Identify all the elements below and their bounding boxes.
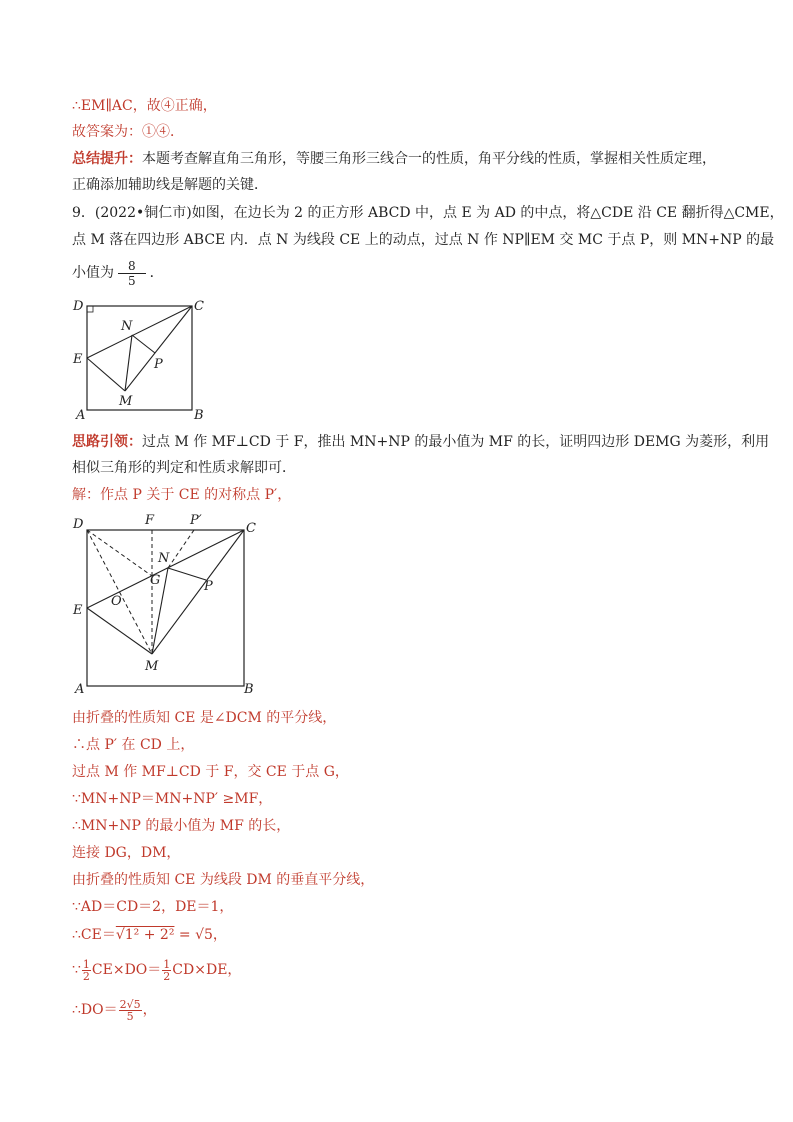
q9-answer-numerator: 8 — [128, 258, 136, 273]
sol-step-9 — [72, 925, 227, 945]
fig2-label-P: P — [204, 579, 213, 594]
area-because: ∵ — [72, 962, 81, 978]
sol-step-10 — [72, 955, 241, 985]
half-1-den: 2 — [82, 969, 90, 983]
line-em-parallel-ac: ∴EM∥AC，故④正确， — [72, 98, 217, 114]
line-answer: 故答案为：①④． — [72, 124, 184, 140]
do-end: ， — [142, 1002, 157, 1018]
fig1-label-A: A — [76, 408, 86, 423]
q9-end: ． — [149, 265, 164, 281]
q9-line-3 — [72, 258, 164, 288]
fig2-label-D: D — [73, 517, 84, 532]
fig1-label-E: E — [73, 352, 83, 367]
summary-line-1 — [72, 149, 716, 169]
sol-step-4: ∵MN+NP＝MN+NP′ ≥MF， — [72, 791, 273, 807]
fig2-np-prime-dashed — [168, 530, 194, 568]
fig2-dm-dashed — [87, 530, 152, 654]
fig2-label-P-prime: P′ — [190, 513, 202, 528]
idea-label: 思路引领： — [72, 434, 142, 450]
q9-answer-denominator: 5 — [118, 273, 146, 288]
half-fraction-1 — [82, 959, 91, 982]
fig2-label-E: E — [73, 603, 83, 618]
fig2-label-C: C — [246, 521, 256, 536]
do-num: 2√5 — [119, 997, 141, 1011]
half-fraction-2 — [162, 959, 171, 982]
half-2-den: 2 — [163, 969, 171, 983]
sol-step-8: ∵AD＝CD＝2，DE＝1， — [72, 899, 234, 915]
fig2-label-A: A — [75, 682, 85, 697]
fig2-label-O: O — [111, 594, 122, 609]
sol-step-1: 由折叠的性质知 CE 是∠DCM 的平分线， — [72, 710, 337, 726]
fig1-label-P: P — [154, 357, 163, 372]
q9-min-label: 小值为 — [72, 265, 114, 281]
area-left: CE×DO＝ — [91, 962, 162, 978]
q9-line-1: 9．(2022•铜仁市)如图，在边长为 2 的正方形 ABCD 中，点 E 为 AD 的中点，将△CDE 沿 CE 翻折得△CME， — [72, 205, 784, 221]
q9-line-2: 点 M 落在四边形 ABCE 内．点 N 为线段 CE 上的动点，过点 N 作 NP∥EM 交 MC 于点 P，则 MN+NP 的最 — [72, 232, 775, 248]
fig2-label-F: F — [145, 513, 155, 528]
fig1-label-M: M — [119, 394, 133, 409]
ce-eq-label: ∴CE＝ — [72, 927, 116, 943]
fig1-ce — [87, 306, 192, 358]
do-eq-label: ∴DO＝ — [72, 1002, 118, 1018]
fig1-label-N: N — [121, 319, 133, 334]
sol-step-2: ∴点 P′ 在 CD 上， — [72, 737, 195, 753]
summary-text-1: 本题考查解直角三角形，等腰三角形三线合一的性质，角平分线的性质，掌握相关性质定理， — [142, 151, 716, 167]
fig1-square — [87, 306, 192, 410]
sol-step-6: 连接 DG，DM， — [72, 845, 181, 861]
sol-step-11 — [72, 995, 157, 1025]
do-fraction — [119, 999, 142, 1022]
half-1-num: 1 — [82, 957, 90, 971]
do-den: 5 — [126, 1009, 134, 1023]
fig2-np — [168, 568, 206, 580]
fig2-label-B: B — [244, 682, 254, 697]
fig1-mc — [125, 306, 192, 391]
fig2-dg-dashed — [87, 530, 152, 576]
fig1-em — [87, 358, 125, 391]
solution-intro: 解：作点 P 关于 CE 的对称点 P′， — [72, 487, 292, 503]
idea-text-1: 过点 M 作 MF⊥CD 于 F，推出 MN+NP 的最小值为 MF 的长，证明四边形 DEMG 为菱形，利用 — [142, 434, 770, 450]
fig1-right-angle — [87, 306, 93, 312]
q9-answer-fraction — [118, 259, 146, 288]
sol-step-7: 由折叠的性质知 CE 为线段 DM 的垂直平分线， — [72, 872, 375, 888]
sol-step-5: ∴MN+NP 的最小值为 MF 的长， — [72, 818, 291, 834]
fig1-np — [132, 335, 155, 353]
fig1-label-C: C — [194, 299, 204, 314]
ce-sqrt-expr: √1² + 2² — [115, 927, 175, 943]
area-right: CD×DE， — [172, 962, 242, 978]
fig2-label-G: G — [150, 573, 161, 588]
half-2-num: 1 — [163, 957, 171, 971]
fig2-mc — [152, 530, 244, 654]
summary-label: 总结提升： — [72, 151, 142, 167]
idea-line-2: 相似三角形的判定和性质求解即可． — [72, 460, 296, 476]
ce-result: = √5， — [174, 927, 227, 943]
fig2-label-M: M — [145, 659, 159, 674]
figure-1 — [70, 295, 210, 425]
summary-line-2: 正确添加辅助线是解题的关键． — [72, 177, 268, 193]
figure-2 — [70, 510, 270, 700]
fig2-label-N: N — [158, 551, 170, 566]
fig1-label-B: B — [194, 408, 204, 423]
fig1-label-D: D — [73, 299, 84, 314]
idea-line-1 — [72, 432, 769, 452]
sol-step-3: 过点 M 作 MF⊥CD 于 F，交 CE 于点 G， — [72, 764, 349, 780]
fig2-em — [87, 608, 152, 654]
